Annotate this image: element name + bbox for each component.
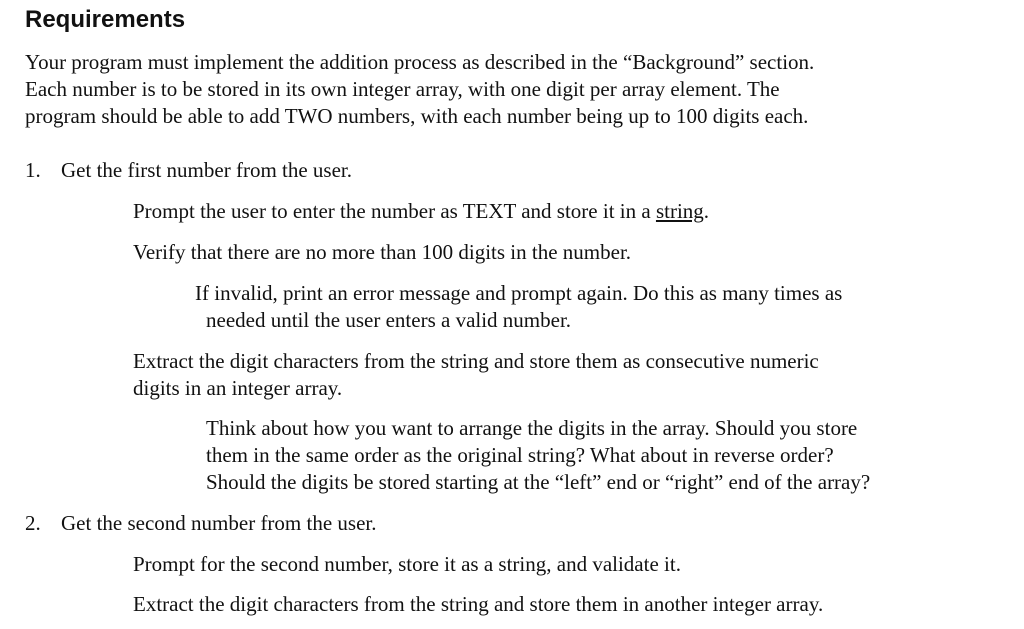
- step-2-title: Get the second number from the user.: [61, 511, 377, 535]
- intro-line-1: Your program must implement the addition process as described in the “Background” section.: [25, 50, 815, 74]
- prompt-period: .: [703, 199, 710, 223]
- step-1-extract-line-1: Extract the digit characters from the string and store them as consecutive numeric: [133, 349, 819, 373]
- intro-line-3: program should be able to add TWO numbers, with each number being up to 100 digits each.: [25, 104, 809, 128]
- step-2-prompt: Prompt for the second number, store it as a string, and validate it.: [133, 552, 681, 576]
- step-1-extract-line-2: digits in an integer array.: [133, 376, 343, 400]
- step-1-invalid-line-1: If invalid, print an error message and prompt again. Do this as many times as: [195, 281, 843, 305]
- step-1-think-line-2: them in the same order as the original string? What about in reverse order?: [206, 443, 834, 467]
- step-1-think-line-1: Think about how you want to arrange the digits in the array. Should you store: [206, 416, 858, 440]
- intro-line-2: Each number is to be stored in its own integer array, with one digit per array element. The: [25, 77, 780, 101]
- step-1-prompt: [133, 198, 709, 225]
- step-1-title: Get the first number from the user.: [61, 158, 353, 182]
- prompt-text: Prompt the user to enter the number as TEXT and store it in a: [133, 199, 656, 223]
- step-1-think-line-3: Should the digits be stored starting at the “left” end or “right” end of the array?: [206, 470, 871, 494]
- step-1-verify: Verify that there are no more than 100 digits in the number.: [133, 240, 632, 264]
- step-1-invalid-line-2: needed until the user enters a valid number.: [206, 308, 572, 332]
- step-2-extract: Extract the digit characters from the string and store them in another integer array.: [133, 592, 824, 616]
- step-2-number: 2.: [25, 511, 41, 535]
- step-1-number: 1.: [25, 158, 41, 182]
- string-term: string: [655, 199, 704, 223]
- section-heading: Requirements: [25, 6, 186, 33]
